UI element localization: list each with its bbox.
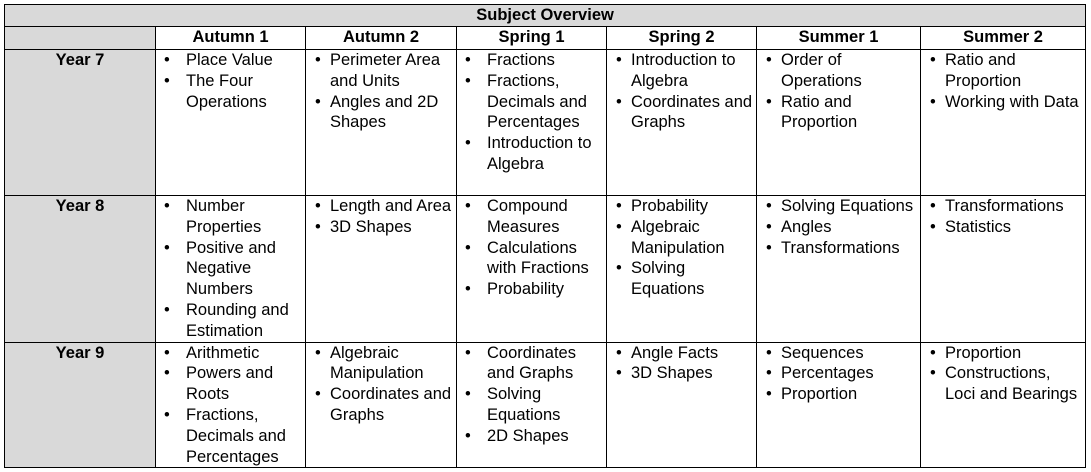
table-cell [156,196,306,343]
table-cell [607,196,757,343]
list-item: • Angles and 2D Shapes [306,92,456,134]
table-cell [757,196,921,343]
table-cell [457,50,607,196]
topic-list [457,196,606,300]
list-item: • Introduction to Algebra [457,133,606,175]
table-row [5,342,1086,468]
column-header-summer-2: Summer 2 [921,27,1086,50]
table-row [5,50,1086,196]
list-item: • Introduction to Algebra [607,50,756,92]
list-item: • Fractions, Decimals and Percentages [457,71,606,133]
list-item: • Constructions, Loci and Bearings [921,363,1085,405]
table-cell [607,342,757,468]
table-title: Subject Overview [5,5,1086,27]
topic-list [757,196,920,258]
list-item: • Probability [607,196,756,217]
column-header-autumn-1: Autumn 1 [156,27,306,50]
list-item: • 3D Shapes [306,217,456,238]
list-item: • Powers and Roots [156,363,305,405]
table-cell [921,50,1086,196]
topic-list [607,196,756,300]
list-item: • Coordinates and Graphs [306,384,456,426]
list-item: • The Four Operations [156,71,305,113]
topic-list [457,50,606,175]
list-item: • Solving Equations [457,384,606,426]
column-header-spring-2: Spring 2 [607,27,757,50]
row-header-year-9: Year 9 [5,342,156,468]
column-header-autumn-2: Autumn 2 [306,27,457,50]
subject-overview-table [4,4,1086,468]
topic-list [757,50,920,133]
list-item: • Fractions, Decimals and Percentages [156,405,305,467]
table-cell [156,342,306,468]
row-header-year-8: Year 8 [5,196,156,343]
list-item: • 2D Shapes [457,426,606,447]
topic-list [921,50,1085,112]
topic-list [156,343,305,468]
topic-list [156,50,305,112]
topic-list [306,196,456,238]
list-item: • Sequences [757,343,920,364]
table-cell [607,50,757,196]
list-item: • Order of Operations [757,50,920,92]
table-cell [921,342,1086,468]
list-item: • Positive and Negative Numbers [156,238,305,300]
list-item: • Rounding and Estimation [156,300,305,342]
table-cell [457,196,607,343]
topic-list [457,343,606,447]
list-item: • Working with Data [921,92,1085,113]
topic-list [607,50,756,133]
list-item: • Statistics [921,217,1085,238]
list-item: • Algebraic Manipulation [607,217,756,259]
list-item: • Place Value [156,50,305,71]
list-item: • Coordinates and Graphs [607,92,756,134]
column-header-spring-1: Spring 1 [457,27,607,50]
table-cell [757,50,921,196]
topic-list [921,343,1085,405]
table-cell [306,196,457,343]
topic-list [306,343,456,426]
header-row [5,27,1086,50]
list-item: • Fractions [457,50,606,71]
list-item: • Transformations [921,196,1085,217]
topic-list [306,50,456,133]
list-item: • Probability [457,279,606,300]
list-item: • Proportion [921,343,1085,364]
list-item: • Proportion [757,384,920,405]
topic-list [156,196,305,342]
list-item: • Ratio and Proportion [921,50,1085,92]
list-item: • Transformations [757,238,920,259]
table-cell [757,342,921,468]
table-row [5,196,1086,343]
list-item: • Length and Area [306,196,456,217]
list-item: • Ratio and Proportion [757,92,920,134]
table-cell [921,196,1086,343]
list-item: • Algebraic Manipulation [306,343,456,385]
table-cell [156,50,306,196]
list-item: • Percentages [757,363,920,384]
list-item: • Calculations with Fractions [457,238,606,280]
list-item: • Angles [757,217,920,238]
list-item: • Perimeter Area and Units [306,50,456,92]
topic-list [757,343,920,405]
list-item: • 3D Shapes [607,363,756,384]
corner-cell [5,27,156,50]
list-item: • Solving Equations [607,258,756,300]
list-item: • Solving Equations [757,196,920,217]
list-item: • Compound Measures [457,196,606,238]
row-header-year-7: Year 7 [5,50,156,196]
list-item: • Number Properties [156,196,305,238]
table-cell [306,50,457,196]
list-item: • Coordinates and Graphs [457,343,606,385]
topic-list [607,343,756,385]
topic-list [921,196,1085,238]
list-item: • Angle Facts [607,343,756,364]
title-row [5,5,1086,27]
table-cell [306,342,457,468]
column-header-summer-1: Summer 1 [757,27,921,50]
list-item: • Arithmetic [156,343,305,364]
table-cell [457,342,607,468]
